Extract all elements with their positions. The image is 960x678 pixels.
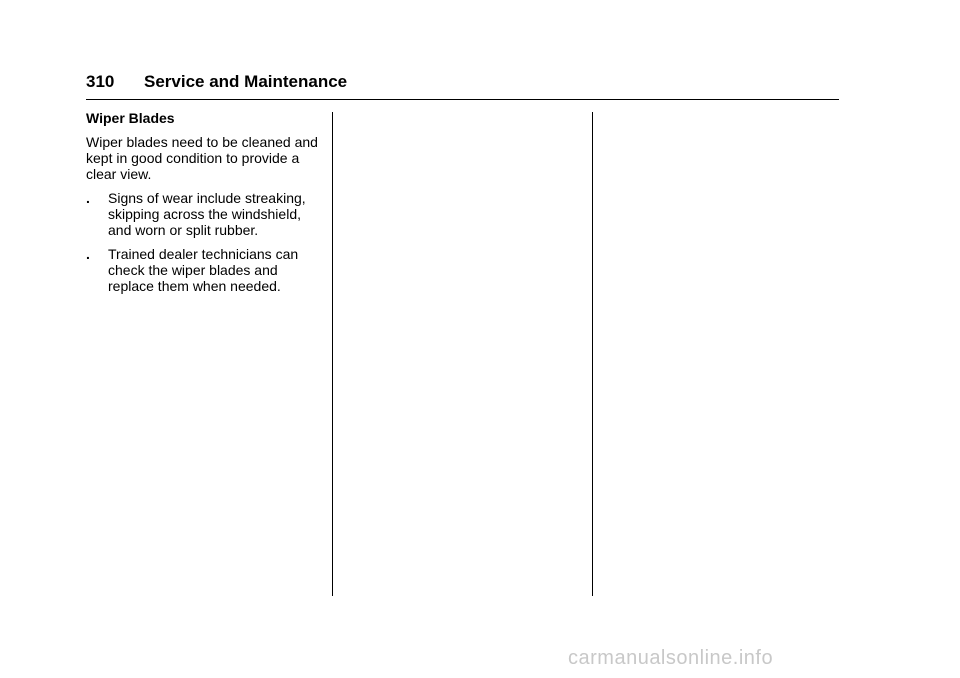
bullet-text: Trained dealer technicians can check the wiper blades and replace them when needed. — [108, 246, 299, 294]
page-header — [86, 71, 839, 99]
header-divider — [86, 99, 839, 100]
section-title: Service and Maintenance — [144, 72, 348, 91]
bullet-marker: . — [86, 246, 90, 262]
watermark: carmanualsonline.info — [568, 647, 774, 669]
column-divider-right — [592, 112, 593, 596]
bullet-list — [86, 190, 322, 294]
page-number: 310 — [86, 72, 115, 91]
bullet-marker: . — [86, 190, 90, 206]
intro-paragraph: Wiper blades need to be cleaned and kept in good condition to provide a clear view. — [86, 134, 318, 182]
list-item — [86, 246, 322, 294]
column-divider-left — [332, 112, 333, 596]
list-item — [86, 190, 322, 238]
bullet-text: Signs of wear include streaking, skipping across the windshield, and worn or split rubber. — [108, 190, 306, 238]
subheading-wiper-blades: Wiper Blades — [86, 110, 175, 126]
content-column — [86, 110, 322, 302]
